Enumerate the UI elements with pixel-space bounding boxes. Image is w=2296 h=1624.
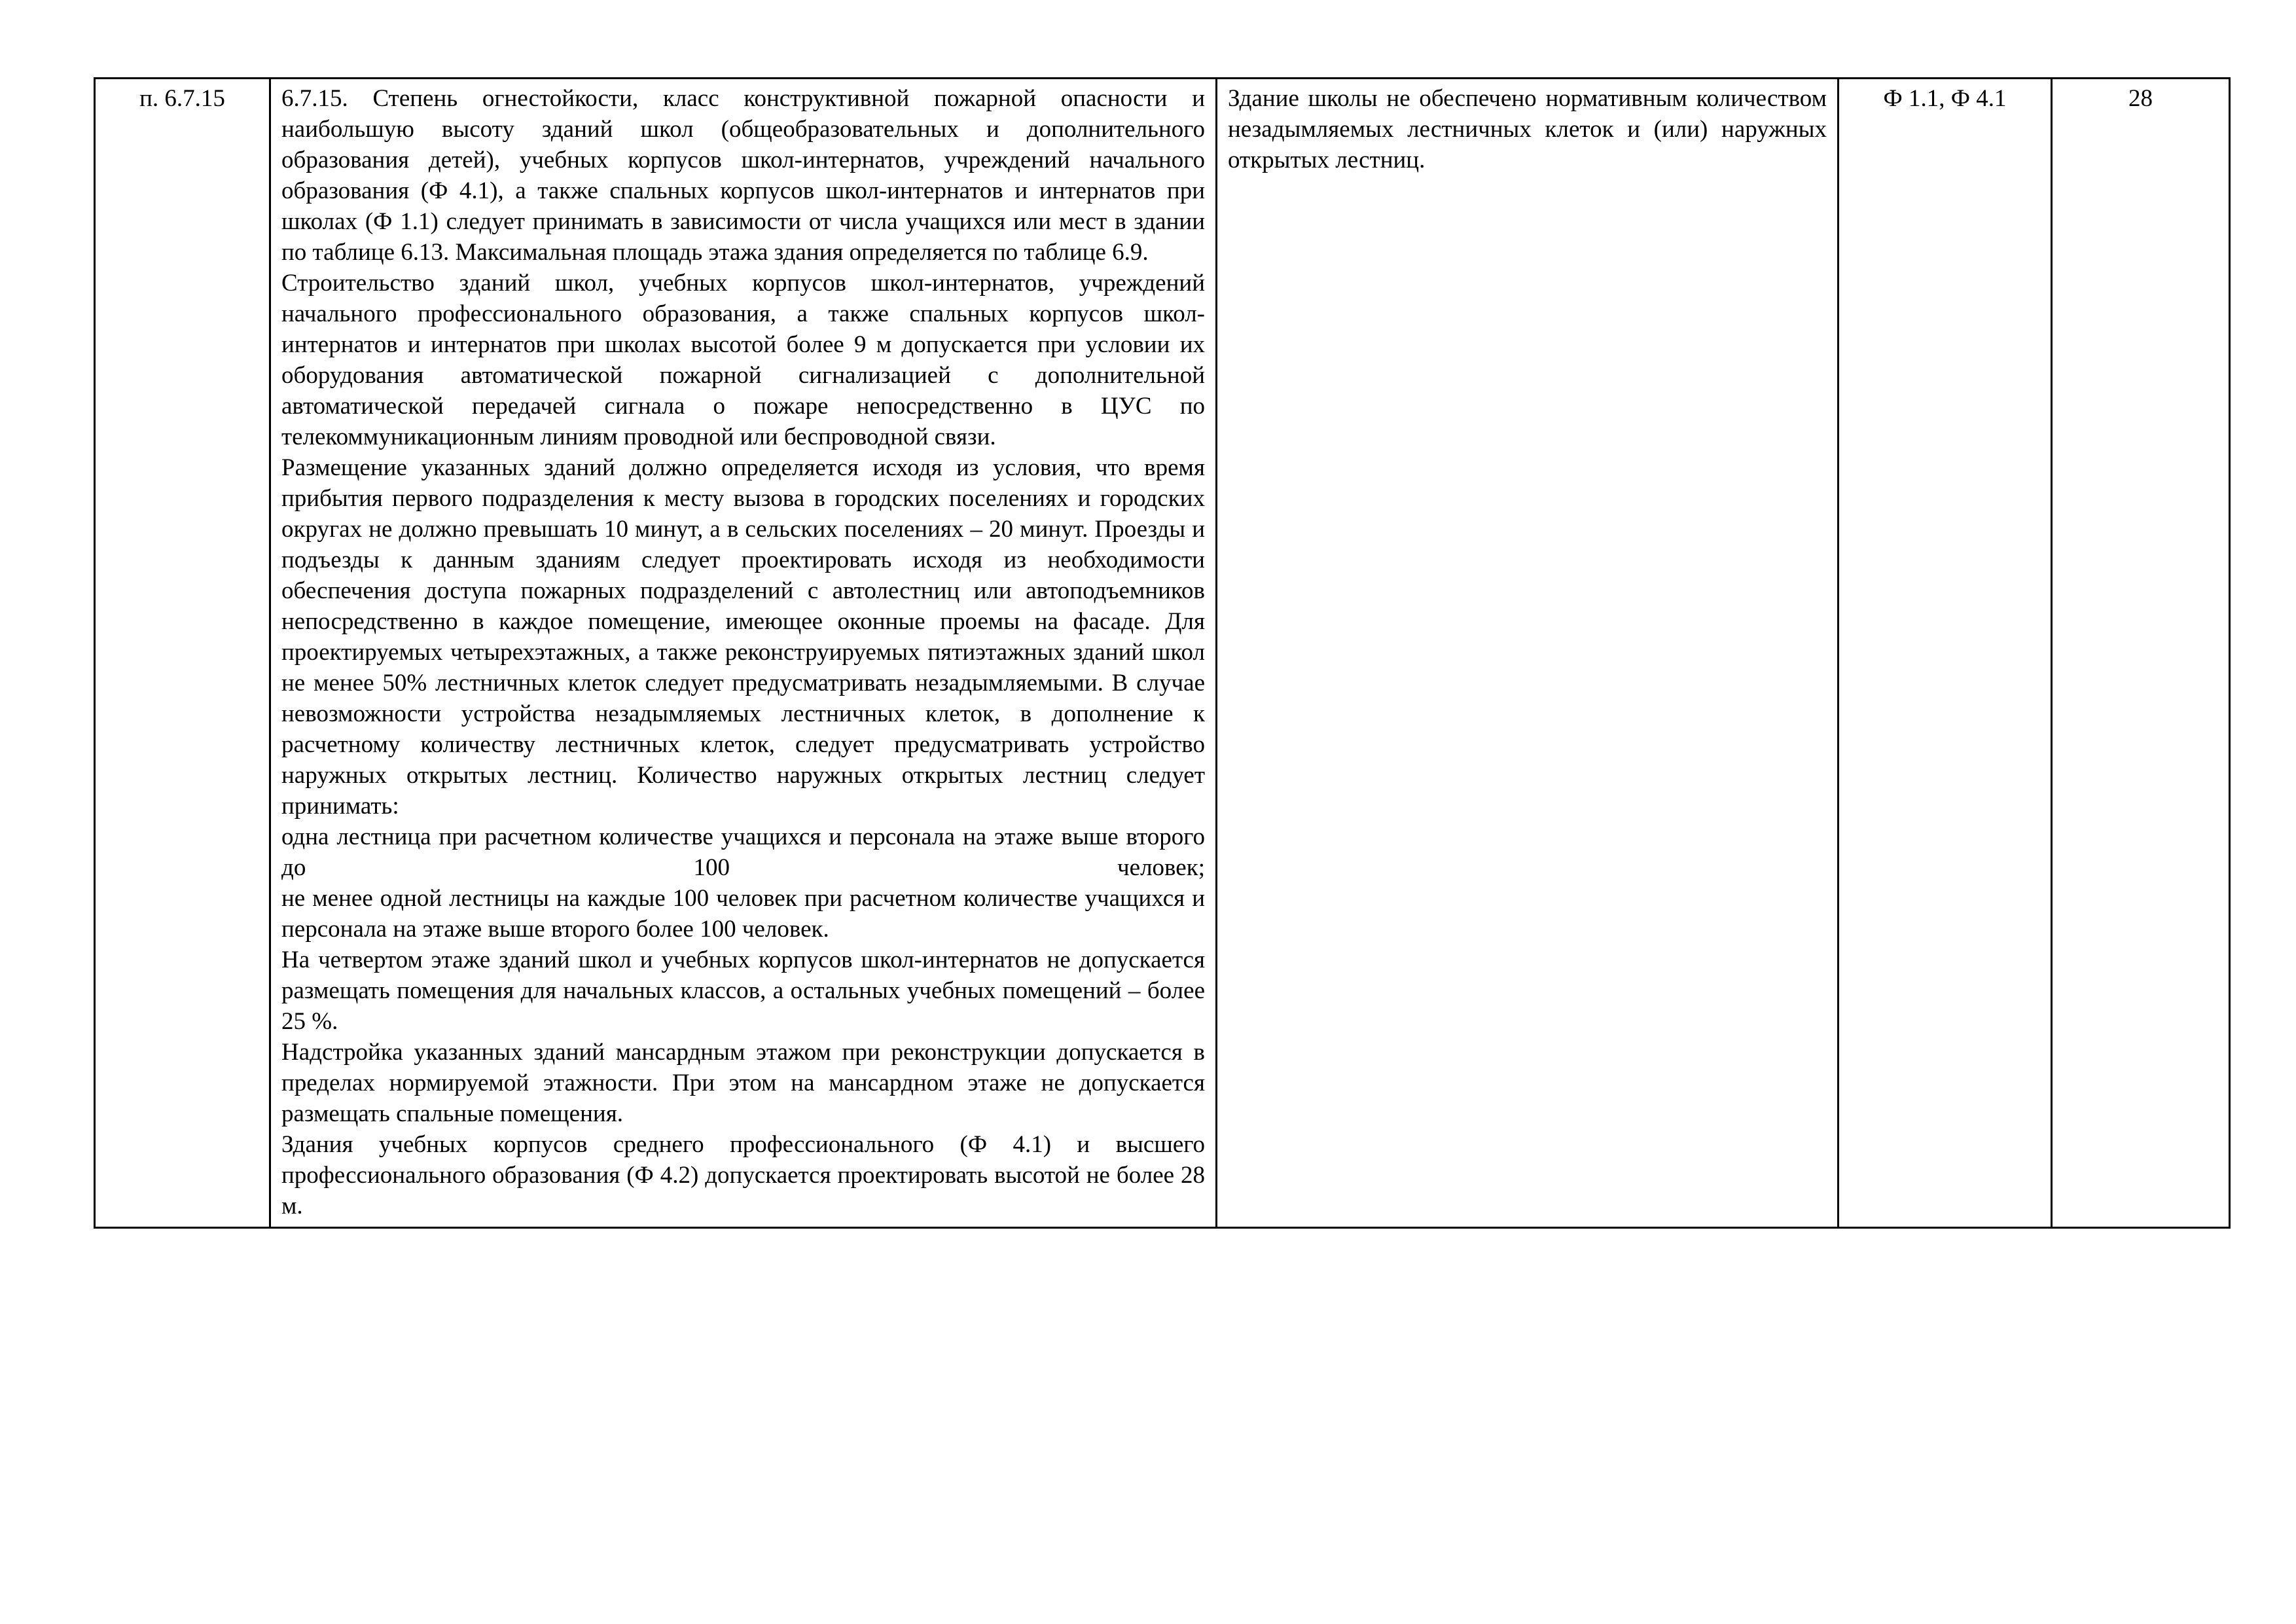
table-row [95,79,2230,1228]
requirement-paragraph: 6.7.15. Степень огнестойкости, класс конструктивной пожарной опасности и наибольшую высоту зданий школ (общеобразовательных и дополнительного образования детей), учебных корпусов школ-интернатов, учреждений начального образования (Ф 4.1), а также спальных корпусов школ-интернатов и интернатов при школах (Ф 1.1) следует принимать в зависимости от числа учащихся или мест в здании по таблице 6.13. Максимальная площадь этажа здания определяется по таблице 6.9. [281,85,1205,266]
requirement-paragraph: Здания учебных корпусов среднего профессионального (Ф 4.1) и высшего профессионального образования (Ф 4.2) допускается проектировать высотой не более 28 м. [281,1131,1205,1219]
requirement-paragraph: одна лестница при расчетном количестве учащихся и персонала на этаже выше второго до 100 человек; [281,823,1205,881]
requirement-text-cell [270,79,1217,1228]
requirement-paragraph: Строительство зданий школ, учебных корпусов школ-интернатов, учреждений начального профессионального образования, а также спальных корпусов школ-интернатов и интернатов при школах высотой более 9 м допускается при условии их оборудования автоматической пожарной сигнализацией с дополнительной автоматической передачей сигнала о пожаре непосредственно в ЦУС по телекоммуникационным линиям проводной или беспроводной связи. [281,270,1205,450]
requirement-paragraph: Надстройка указанных зданий мансардным этажом при реконструкции допускается в пределах нормируемой этажности. При этом на мансардном этаже не допускается размещать спальные помещения. [281,1039,1205,1127]
requirement-paragraph: На четвертом этаже зданий школ и учебных корпусов школ-интернатов не допускается размещать помещения для начальных классов, а остальных учебных помещений – более 25 %. [281,947,1205,1035]
number-cell: 28 [2052,79,2230,1228]
requirements-table [94,77,2231,1229]
requirement-paragraph: Размещение указанных зданий должно определяется исходя из условия, что время прибытия первого подразделения к месту вызова в городских поселениях и городских округах не должно превышать 10 минут, а в сельских поселениях – 20 минут. Проезды и подъезды к данным зданиям следует проектировать исходя из необходимости обеспечения доступа пожарных подразделений с автолестниц или автоподъемников непосредственно в каждое помещение, имеющее оконные проемы на фасаде. Для проектируемых четырехэтажных, а также реконструируемых пятиэтажных зданий школ не менее 50% лестничных клеток следует предусматривать незадымляемыми. В случае невозможности устройства незадымляемых лестничных клеток, в дополнение к расчетному количеству лестничных клеток, следует предусматривать устройство наружных открытых лестниц. Количество наружных открытых лестниц следует принимать: [281,454,1205,820]
class-cell: Ф 1.1, Ф 4.1 [1839,79,2052,1228]
violation-cell: Здание школы не обеспечено нормативным количеством незадымляемых лестничных клеток и (или) наружных открытых лестниц. [1217,79,1839,1228]
reference-cell: п. 6.7.15 [95,79,270,1228]
requirement-paragraph: не менее одной лестницы на каждые 100 человек при расчетном количестве учащихся и персонала на этаже выше второго более 100 человек. [281,885,1205,943]
